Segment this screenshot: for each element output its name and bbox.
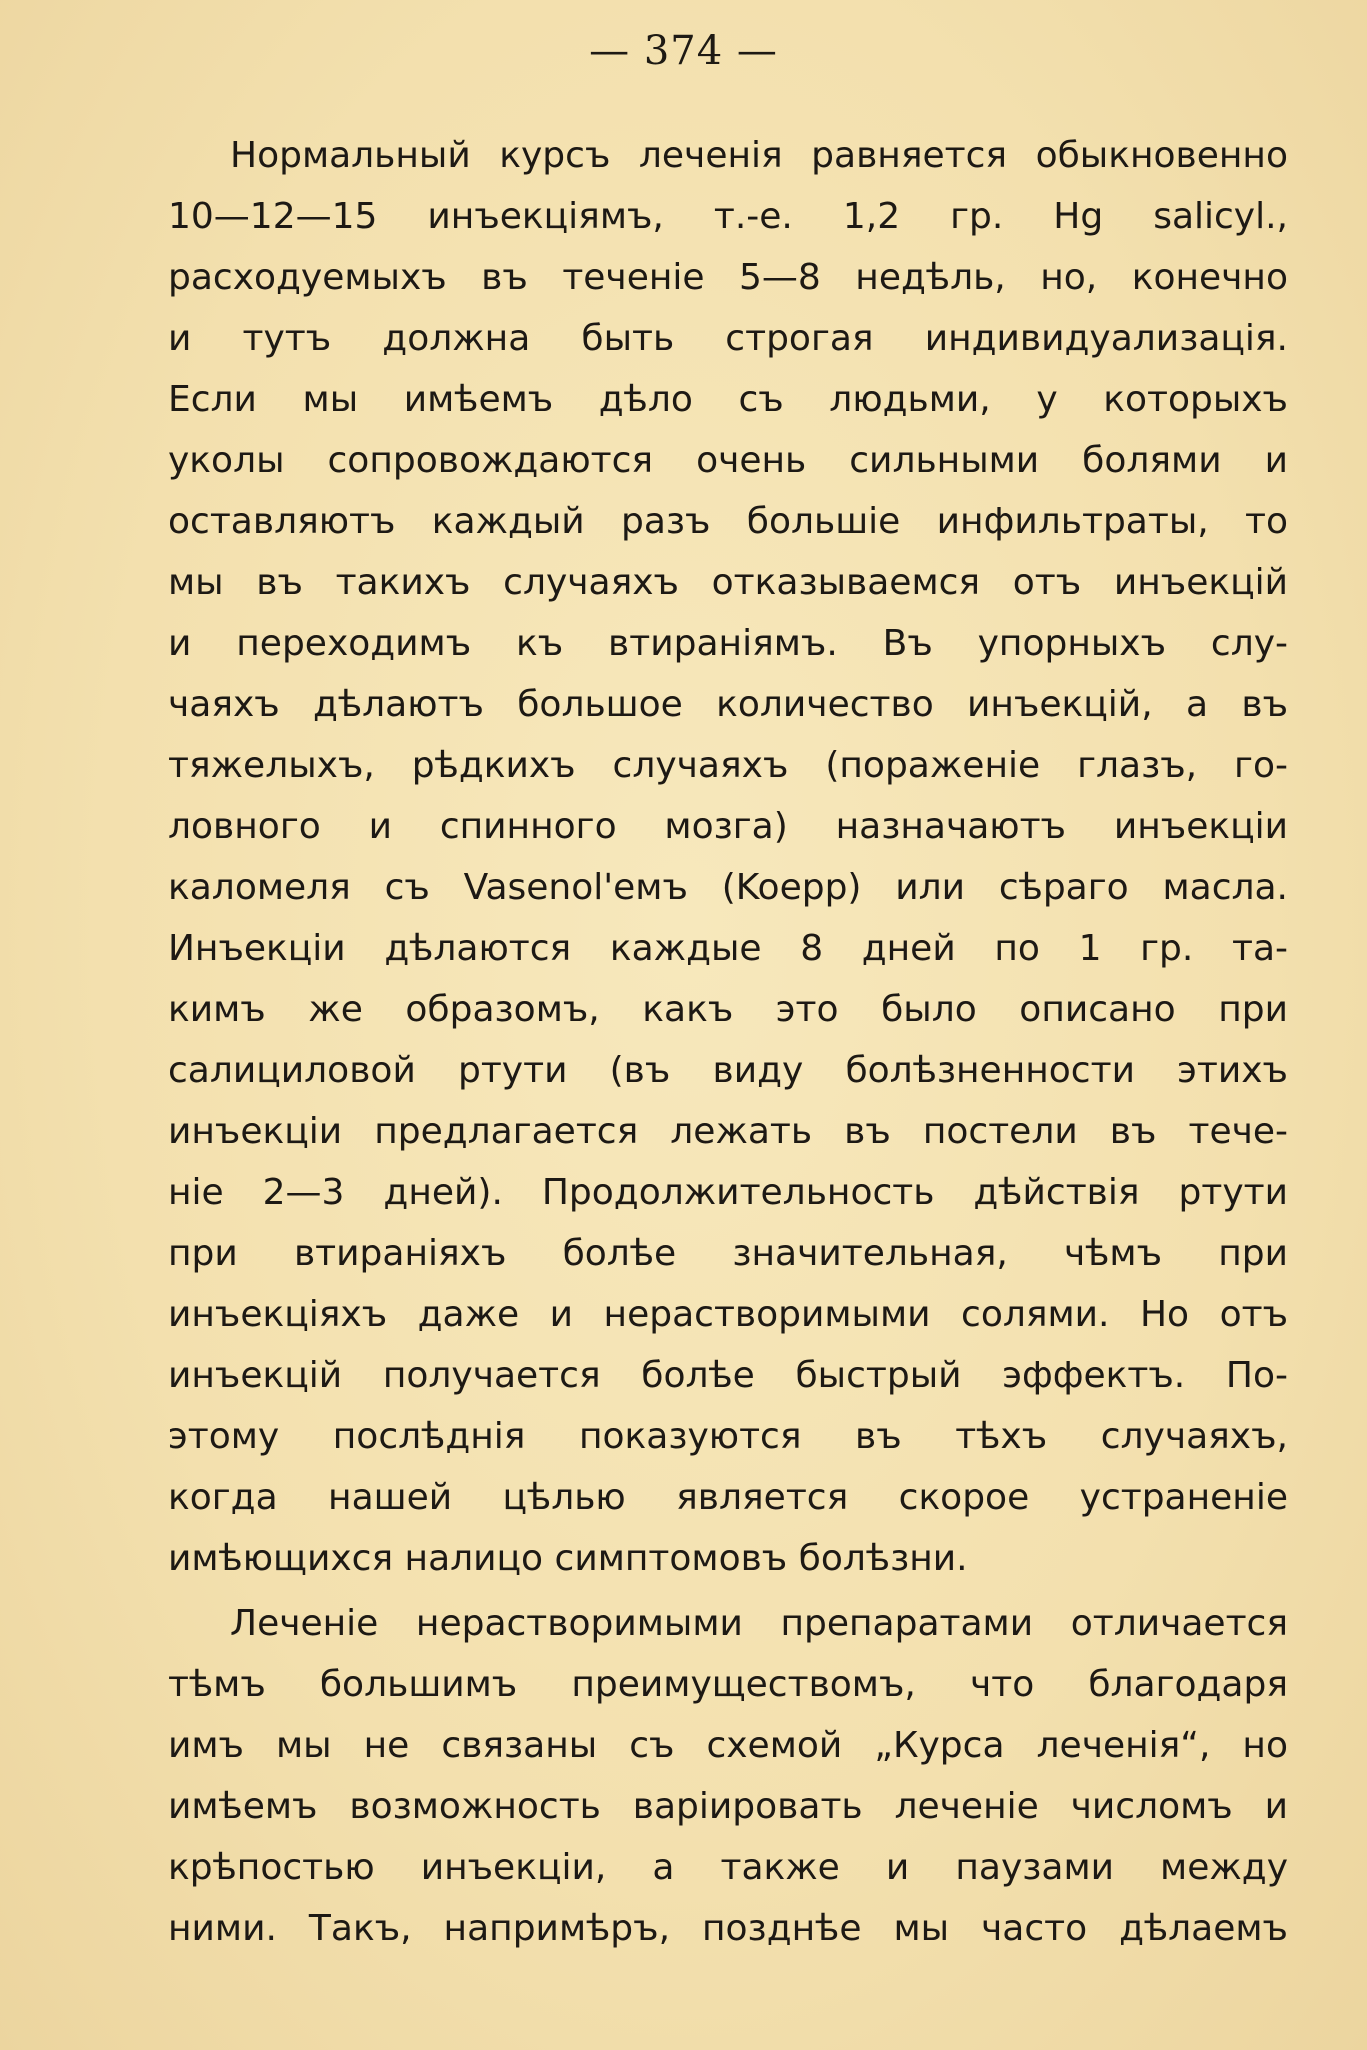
text-line: кимъ же образомъ, какъ это было описано при	[168, 989, 1288, 1030]
text-line: имѣющихся налицо симптомовъ болѣзни.	[168, 1538, 968, 1579]
text-line: Если мы имѣемъ дѣло съ людьми, у которыхъ	[168, 379, 1288, 420]
text-line: оставляютъ каждый разъ большіе инфильтраты, то	[168, 501, 1288, 542]
text-line: мы въ такихъ случаяхъ отказываемся отъ инъекцій	[168, 562, 1288, 603]
text-line: расходуемыхъ въ теченіе 5—8 недѣль, но, конечно	[168, 257, 1288, 298]
text-line: крѣпостью инъекціи, а также и паузами между	[168, 1847, 1288, 1888]
text-line: и переходимъ къ втираніямъ. Въ упорныхъ слу-	[168, 623, 1288, 664]
text-line: и тутъ должна быть строгая индивидуализація.	[168, 318, 1288, 359]
text-line: ними. Такъ, напримѣръ, позднѣе мы часто дѣлаемъ	[168, 1908, 1288, 1949]
text-line: 10—12—15 инъекціямъ, т.-е. 1,2 гр. Hg salicyl.,	[168, 196, 1288, 237]
text-line: когда нашей цѣлью является скорое устраненіе	[168, 1477, 1288, 1518]
text-line: инъекціи предлагается лежать въ постели въ тече-	[168, 1111, 1288, 1152]
paragraph-2	[168, 1593, 1288, 1959]
text-line: имѣемъ возможность варіировать леченіе числомъ и	[168, 1786, 1288, 1827]
text-line: инъекціяхъ даже и нерастворимыми солями. Но отъ	[168, 1294, 1288, 1335]
text-line: Леченіе нерастворимыми препаратами отличается	[230, 1603, 1288, 1644]
text-line: уколы сопровождаются очень сильными болями и	[168, 440, 1288, 481]
text-line: инъекцій получается болѣе быстрый эффектъ. По-	[168, 1355, 1288, 1396]
text-line: тяжелыхъ, рѣдкихъ случаяхъ (пораженіе глазъ, го-	[168, 745, 1288, 786]
text-line: Инъекціи дѣлаются каждые 8 дней по 1 гр. та-	[168, 928, 1288, 969]
text-line: салициловой ртути (въ виду болѣзненности этихъ	[168, 1050, 1288, 1091]
text-line: каломеля съ Vasenol'емъ (Koepp) или сѣраго масла.	[168, 867, 1288, 908]
text-line: этому послѣднія показуются въ тѣхъ случаяхъ,	[168, 1416, 1288, 1457]
body-text	[168, 125, 1288, 1959]
text-line: ніе 2—3 дней). Продолжительность дѣйствія ртути	[168, 1172, 1288, 1213]
paragraph-1	[168, 125, 1288, 1589]
text-line: чаяхъ дѣлаютъ большое количество инъекцій, а въ	[168, 684, 1288, 725]
text-line: имъ мы не связаны съ схемой „Курса леченія“, но	[168, 1725, 1288, 1766]
text-line: при втираніяхъ болѣе значительная, чѣмъ при	[168, 1233, 1288, 1274]
text-line: Нормальный курсъ леченія равняется обыкновенно	[230, 135, 1288, 176]
page-number: — 374 —	[589, 28, 778, 74]
text-line: ловного и спинного мозга) назначаютъ инъекціи	[168, 806, 1288, 847]
text-line: тѣмъ большимъ преимуществомъ, что благодаря	[168, 1664, 1288, 1705]
